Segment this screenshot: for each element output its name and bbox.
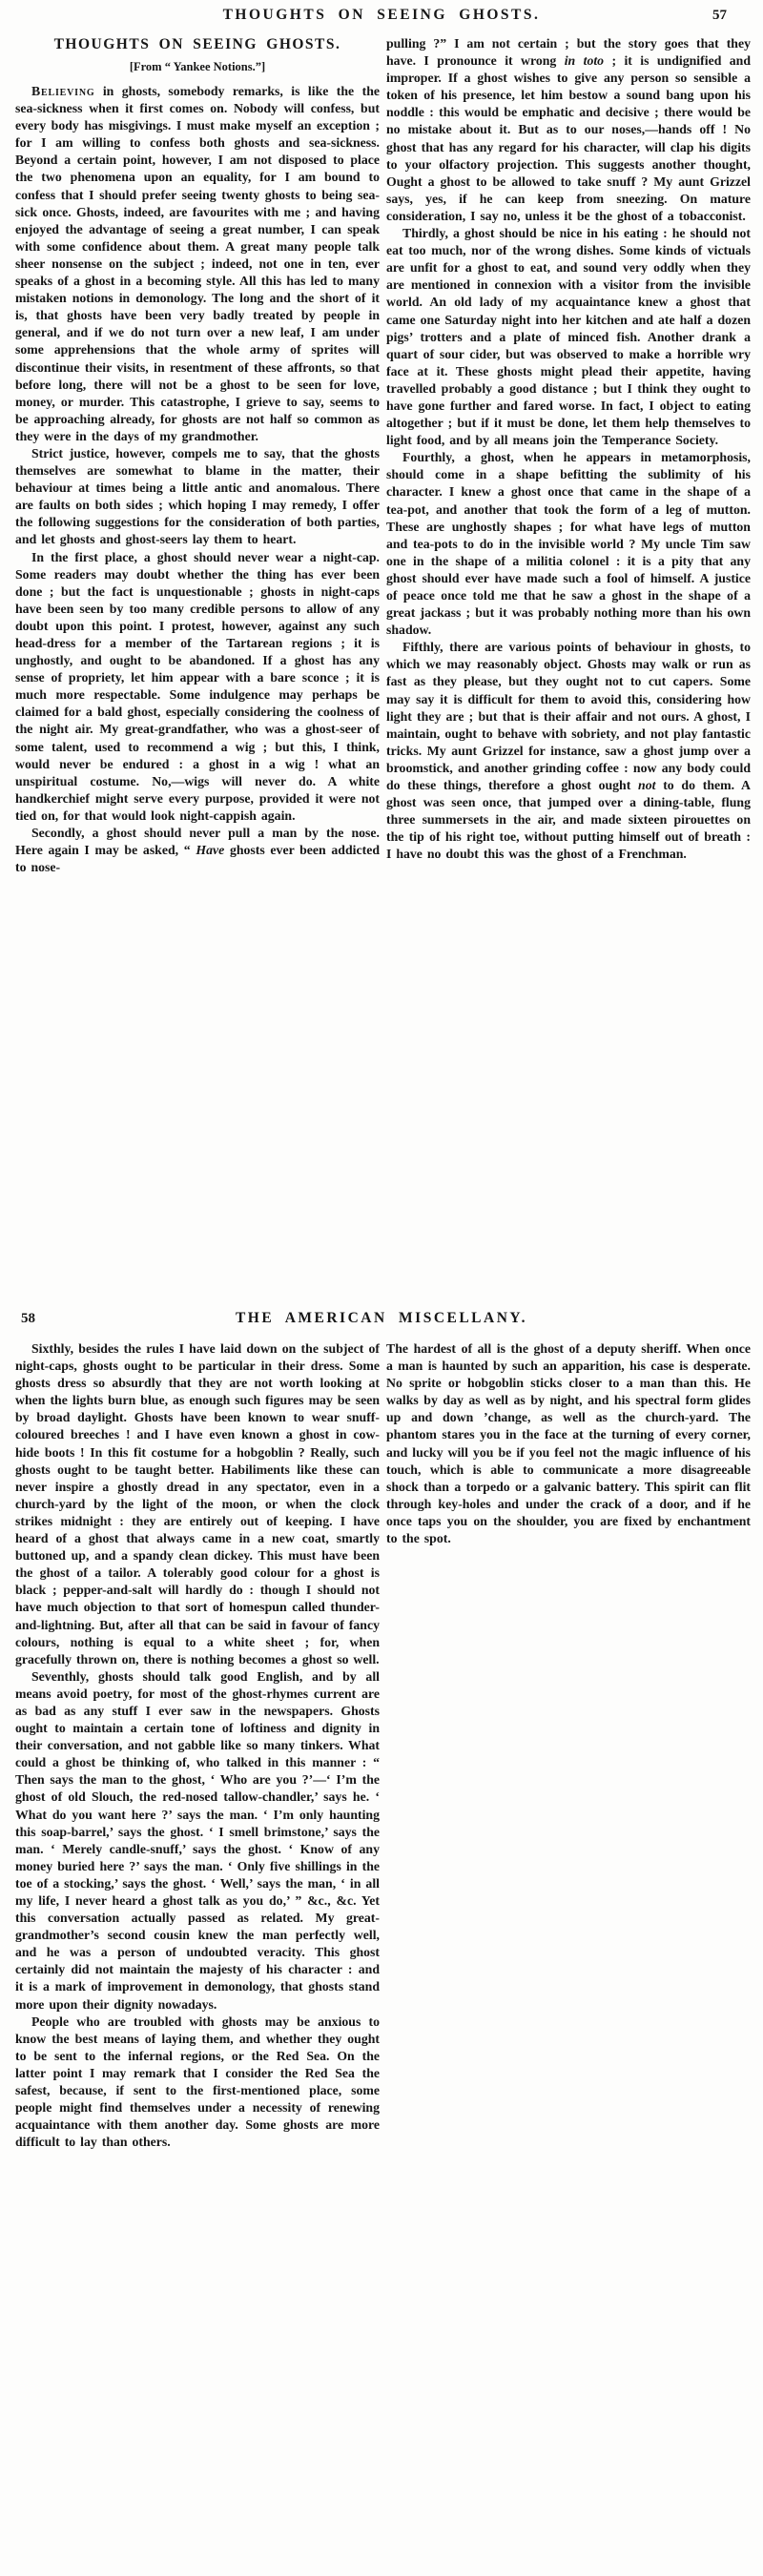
page-number: 58: [21, 1311, 35, 1326]
page-57-right-column: [386, 35, 751, 876]
page-58-columns: [15, 1340, 751, 2151]
paragraph: The hardest of all is the ghost of a deputy sheriff. When once a man is haunted by such an apparition, his case is desperate. No sprite or hobgoblin sticks closer to a man than this. He walks by day as well as by night, and his spectral form glides up and down ’change, as well as the church-yard. The phantom stares you in the face at the turning of every corner, and lucky will you be if you feel not the magic influence of his touch, which is able to communicate a more disagreeable shock than a torpedo or a galvanic battery. This spirit can flit through key-holes and under the crack of a door, and if he once taps you on the shoulder, you are fixed by enchantment to the spot.: [386, 1341, 751, 1546]
page-57-left-column-body: [15, 83, 380, 876]
italic-run: not: [638, 778, 656, 793]
page-number: 57: [712, 8, 727, 23]
paragraph: Fifthly, there are various points of behaviour in ghosts, to which we may reasonably object. Ghosts may walk or run as fast as they please, but they ought not to cut capers. Some may say it is difficult for them to avoid this, considering how light they are ; but that is their affair and not ours. A ghost, I maintain, ought to behave with sobriety, and not play fantastic tricks. My aunt Grizzel for instance, saw a ghost jump over a broomstick, and another grinding coffee : now any body could do these things, therefore a ghost ought not to do them. A ghost was seen once, that jumped over a dining-table, flung three summersets in the air, and made sixteen pirouettes on the tip of his right toe, without putting himself out of breath : I have no doubt this was the ghost of a Frenchman.: [386, 640, 751, 862]
paragraph: Strict justice, however, compels me to say, that the ghosts themselves are somewhat to blame in the matter, their behaviour at times being a little antic and anomalous. There are faults on both sides ; which hoping I may remedy, I offer the following suggestions for the consideration of both parties, and let ghosts and ghost-seers lay them to heart.: [15, 445, 380, 547]
page-58-right-column: [386, 1340, 751, 2151]
article-source-line: [From “ Yankee Notions.”]: [129, 60, 266, 73]
paragraph: Secondly, a ghost should never pull a man by the nose. Here again I may be asked, “ Have ghosts ever been addicted to nose-: [15, 826, 380, 875]
page-57-right-column-body: [386, 35, 751, 864]
paragraph: Sixthly, besides the rules I have laid down on the subject of night-caps, ghosts ought to be particular in their dress. Some ghosts dress so absurdly that they are not worth looking at when the lights burn blue, as enough such figures may be seen by broad daylight. Ghosts have been known to wear snuff-coloured breeches ! and I have even known a ghost in cow-hide boots ! In this fit costume for a hobgoblin ? Really, such ghosts ought to be taught better. Habiliments like these can never inspire a ghostly dread in any spectator, even in a church-yard by the light of the moon, or when the clock strikes midnight : they are entirely out of keeping. I have heard of a ghost that always came in a new coat, smartly buttoned up, and a spandy clean dickey. This must have been the ghost of a tailor. A tolerably good colour for a ghost is black ; pepper-and-salt will hardly do : though I should not have much objection to that sort of homespun called thunder-and-lightning. But, after all that can be said in favour of fancy colours, nothing is equal to a white sheet ; for, when gracefully thrown on, there is nothing becomes a ghost so well.: [15, 1341, 380, 1666]
italic-run: Have: [196, 843, 225, 858]
page-58-left-column-body: [15, 1340, 380, 2151]
article-title: THOUGHTS ON SEEING GHOSTS.: [53, 36, 341, 52]
italic-run: in toto: [564, 53, 605, 69]
paragraph: People who are troubled with ghosts may be anxious to know the best means of laying them, and whether they ought to be sent to the infernal regions, or the Red Sea. On the latter point I may remark that I consider the Red Sea the safest, because, if sent to the first-mentioned place, some people might find themselves under a necessity of renewing acquaintance with them another day. Some ghosts are more difficult to lay than others.: [15, 2014, 380, 2150]
paragraph: In the first place, a ghost should never wear a night-cap. Some readers may doubt whether the thing has ever been done ; but the fact is unquestionable ; ghosts in night-caps have been seen by too many credible persons to allow of any doubt upon this point. I protest, however, against any such head-dress for a member of the Tartarean regions ; it is unghostly, and ought to be abandoned. If a ghost has any sense of propriety, let him appear with a bare sconce ; it is much more respectable. Some indulgence may perhaps be claimed for a bald ghost, especially considering the coolness of the night air. My great-grandfather, who was a ghost-seer of some talent, used to recommend a wig ; but this, I think, would never be endured : a ghost in a wig ! what an unspiritual costume. No,—wigs will never do. A white handkerchief might serve every purpose, provided it were not tied on, for that would look night-cappish again.: [15, 549, 380, 823]
page-58: [0, 1288, 763, 2576]
paragraph: Believing in ghosts, somebody remarks, is like the the sea-sickness when it first comes on. Nobody will confess, but every body has misgivings. I must make myself an exception ; for I am willing to confess both ghosts and sea-sickness. Beyond a certain point, however, I am not disposed to place the two phenomena upon an equality, for I am bound to confess that I should prefer seeing twenty ghosts to being sea-sick once. Ghosts, indeed, are favourites with me ; and having enjoyed the advantage of seeing a great number, I can speak with some confidence about them. A great many people talk sheer nonsense on the subject ; indeed, not one in ten, ever speaks of a ghost in a becoming style. All this has led to many mistaken notions in demonology. The long and the short of it is, that ghosts have been very badly treated by people in general, and if we do not turn over a new leaf, I am under some apprehensions that the whole army of sprites will discontinue their visits, in resentment of these affronts, so that before long, there will not be a ghost to be seen for love, money, or murder. This catastrophe, I grieve to say, seems to be approaching already, for ghosts are not half so common as they were in the days of my grandmother.: [15, 84, 380, 443]
page-58-running-header: [0, 1310, 763, 1331]
page-57-running-header: [0, 7, 763, 28]
paragraph: Thirdly, a ghost should be nice in his eating : he should not eat too much, nor of the wrong dishes. Some kinds of victuals are unfit for a ghost to eat, and sound very oddly when they are mentioned in connexion with a visitor from the invisible world. An old lady of my acquaintance knew a ghost that came one Saturday night into her kitchen and ate half a dozen pigs’ trotters and a plate of minced fish. Another drank a quart of sour cider, but was observed to make a horrible wry face at it. These ghosts might plead their appetite, having travelled probably a good distance ; but I think they ought to have gone further and fared worse. In fact, I object to eating altogether ; but if it must be done, let them help themselves to light food, and by all means join the Temperance Society.: [386, 226, 751, 448]
page-58-right-column-body: [386, 1340, 751, 1547]
page-58-left-column: [15, 1340, 380, 2151]
smallcaps-run: Believing: [31, 84, 95, 98]
paragraph: pulling ?” I am not certain ; but the story goes that they have. I pronounce it wrong in toto ; it is undignified and improper. If a ghost wishes to give any person so sensible a token of his presence, let him bestow a sound bang upon his noddle : this would be emphatic and decisive ; there would be no mistake about it. But as to our noses,—hands off ! No ghost that has any regard for his character, will clap his digits to your olfactory projection. This suggests another thought, Ought a ghost to be allowed to take snuff ? My aunt Grizzel says, yes, if he can keep from sneezing. On mature consideration, I say no, unless it be the ghost of a tobacconist.: [386, 36, 752, 223]
paragraph: Fourthly, a ghost, when he appears in metamorphosis, should come in a shape befitting the sublimity of his character. I knew a ghost once that came in the shape of a tea-pot, and another that took the form of a leg of mutton. These are unghostly shapes ; for what have legs of mutton and tea-pots to do in the invisible world ? My uncle Tim saw one in the shape of a militia colonel : it is a pity that any ghost should ever have made such a fool of himself. A justice of peace once told me that he saw a ghost in the shape of a great jackass ; but it was probably nothing more than his own shadow.: [386, 450, 751, 638]
running-head-title: THE AMERICAN MISCELLANY.: [235, 1310, 528, 1326]
paragraph: Seventhly, ghosts should talk good English, and by all means avoid poetry, for most of the ghost-rhymes current are as bad as any stuff I ever saw in the newspapers. Ghosts ought to maintain a certain tone of loftiness and dignity in their conversation, and not gabble like so many tinkers. What could a ghost be thinking of, who talked in this manner : “ Then says the man to the ghost, ‘ Who are you ?’—‘ I’m the ghost of old Slouch, the red-nosed tallow-chandler,’ says he. ‘ What do you want here ?’ says the man. ‘ I’m only haunting this soap-barrel,’ says the ghost. ‘ I smell brimstone,’ says the man. ‘ Merely candle-snuff,’ says the ghost. ‘ Know of any money buried here ?’ says the man. ‘ Only five shillings in the toe of a stocking,’ says the ghost. ‘ Well,’ says the man, ‘ in all my life, I never heard a ghost talk as you do,’ ” &c., &c. Yet this conversation actually passed as related. My great-grandmother’s second cousin knew the man perfectly well, and he was a person of undoubted veracity. This ghost certainly did not maintain the majesty of his character : and it is a mark of improvement in demonology, that ghosts stand more upon their dignity nowadays.: [15, 1668, 380, 2012]
page-57-columns: [15, 35, 751, 876]
running-head-title: THOUGHTS ON SEEING GHOSTS.: [222, 7, 541, 23]
page-57-left-column: [15, 35, 380, 876]
